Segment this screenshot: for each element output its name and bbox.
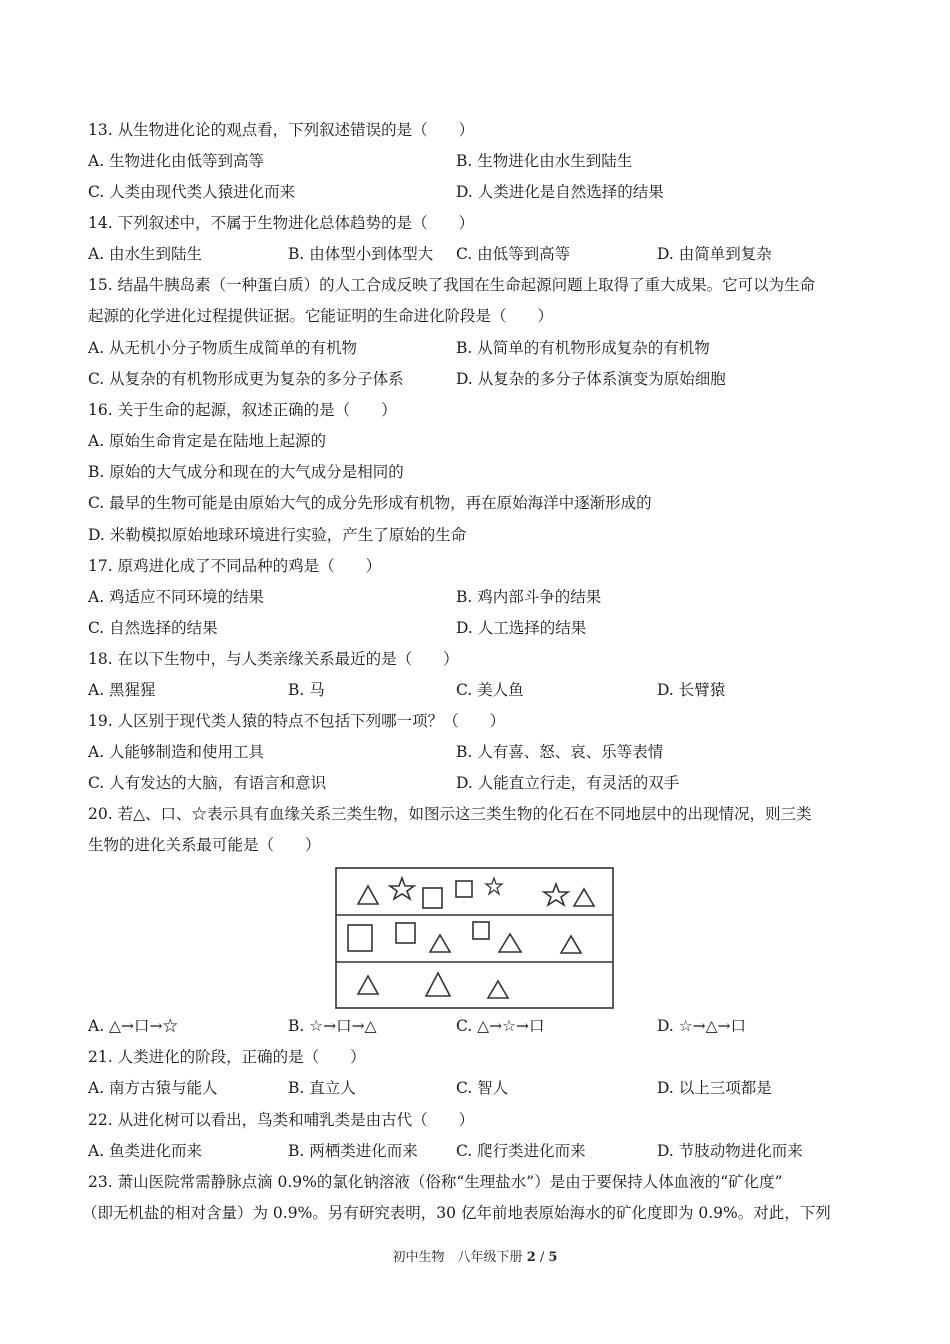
q15-option-c: C. 从复杂的有机物形成更为复杂的多分子体系 (88, 370, 404, 388)
q14-option-a: A. 由水生到陆生 (88, 245, 203, 263)
triangle-icon (561, 936, 581, 953)
question-20-stem-line-2: 生物的进化关系最可能是（ ） (88, 836, 321, 854)
q17-option-a: A. 鸡适应不同环境的结果 (88, 588, 265, 606)
q20-option-c: C. △→☆→口 (456, 1017, 545, 1035)
footer-page-total: 5 (548, 1250, 558, 1265)
triangle-icon (430, 935, 450, 952)
q18-option-a: A. 黑猩猩 (88, 681, 156, 699)
q20-option-a: A. △→口→☆ (88, 1017, 178, 1035)
q20-option-d: D. ☆→△→口 (657, 1017, 747, 1035)
q16-option-b: B. 原始的大气成分和现在的大气成分是相同的 (88, 463, 404, 481)
question-20-stem-line-1: 20. 若△、口、☆表示具有血缘关系三类生物，如图示这三类生物的化石在不同地层中的出现情况，则三类 (88, 805, 812, 823)
triangle-icon (426, 973, 450, 996)
q17-option-b: B. 鸡内部斗争的结果 (456, 588, 602, 606)
square-icon (473, 922, 489, 939)
fossil-strata-figure (334, 866, 616, 1011)
q19-option-b: B. 人有喜、怒、哀、乐等表情 (456, 743, 664, 761)
square-icon (423, 888, 442, 908)
q21-option-d: D. 以上三项都是 (657, 1079, 772, 1097)
q18-option-b: B. 马 (288, 681, 325, 699)
q20-option-b: B. ☆→口→△ (288, 1017, 377, 1035)
q16-option-a: A. 原始生命肯定是在陆地上起源的 (88, 432, 327, 450)
q13-option-c: C. 人类由现代类人猿进化而来 (88, 183, 296, 201)
q21-option-c: C. 智人 (456, 1079, 509, 1097)
question-18-stem: 18. 在以下生物中，与人类亲缘关系最近的是（ ） (88, 650, 459, 668)
star-icon (486, 878, 502, 894)
q22-option-a: A. 鱼类进化而来 (88, 1142, 203, 1160)
star-icon (390, 878, 414, 899)
triangle-icon (574, 889, 594, 906)
q17-option-d: D. 人工选择的结果 (456, 619, 587, 637)
page-footer (0, 1246, 950, 1265)
q16-option-c: C. 最早的生物可能是由原始大气的成分先形成有机物，再在原始海洋中逐渐形成的 (88, 494, 652, 512)
triangle-icon (488, 981, 508, 998)
q18-option-d: D. 长臂猿 (657, 681, 726, 699)
question-21-stem: 21. 人类进化的阶段，正确的是（ ） (88, 1048, 366, 1066)
question-23-stem-line-1: 23. 萧山医院常需静脉点滴 0.9%的氯化钠溶液（俗称“生理盐水”）是由于要保持人体血液的“矿化度” (88, 1173, 783, 1191)
star-icon (544, 884, 568, 905)
question-13-stem: 13. 从生物进化论的观点看，下列叙述错误的是（ ） (88, 121, 475, 139)
question-15-stem-line-1: 15. 结晶牛胰岛素（一种蛋白质）的人工合成反映了我国在生命起源问题上取得了重大成果。它可以为生命 (88, 276, 816, 294)
q22-option-d: D. 节肢动物进化而来 (657, 1142, 803, 1160)
q21-option-a: A. 南方古猿与能人 (88, 1079, 218, 1097)
q18-option-c: C. 美人鱼 (456, 681, 524, 699)
q19-option-a: A. 人能够制造和使用工具 (88, 743, 265, 761)
question-19-stem: 19. 人区别于现代类人猿的特点不包括下列哪一项？（ ） (88, 712, 506, 730)
q14-option-c: C. 由低等到高等 (456, 245, 571, 263)
q15-option-a: A. 从无机小分子物质生成简单的有机物 (88, 339, 358, 357)
q14-option-d: D. 由简单到复杂 (657, 245, 772, 263)
question-22-stem: 22. 从进化树可以看出，鸟类和哺乳类是由古代（ ） (88, 1111, 475, 1129)
q22-option-c: C. 爬行类进化而来 (456, 1142, 586, 1160)
q13-option-a: A. 生物进化由低等到高等 (88, 152, 265, 170)
square-icon (456, 881, 472, 897)
question-23-stem-line-2: （即无机盐的相对含量）为 0.9%。另有研究表明，30 亿年前地表原始海水的矿化度即为 0.9%。对此，下列 (82, 1204, 831, 1222)
question-17-stem: 17. 原鸡进化成了不同品种的鸡是（ ） (88, 557, 382, 575)
q19-option-d: D. 人能直立行走，有灵活的双手 (456, 774, 680, 792)
q15-option-d: D. 从复杂的多分子体系演变为原始细胞 (456, 370, 726, 388)
square-icon (396, 923, 415, 943)
question-15-stem-line-2: 起源的化学进化过程提供证据。它能证明的生命进化阶段是（ ） (88, 307, 554, 325)
q13-option-d: D. 人类进化是自然选择的结果 (456, 183, 664, 201)
q16-option-d: D. 米勒模拟原始地球环境进行实验，产生了原始的生命 (88, 526, 467, 544)
q21-option-b: B. 直立人 (288, 1079, 356, 1097)
square-icon (348, 925, 372, 951)
q15-option-b: B. 从简单的有机物形成复杂的有机物 (456, 339, 710, 357)
footer-course-label: 初中生物 八年级下册 (392, 1250, 523, 1265)
footer-page-number: 2 (526, 1250, 536, 1265)
triangle-icon (358, 976, 378, 994)
triangle-icon (358, 886, 378, 904)
q22-option-b: B. 两栖类进化而来 (288, 1142, 418, 1160)
q13-option-b: B. 生物进化由水生到陆生 (456, 152, 633, 170)
footer-page-separator: / (539, 1250, 545, 1265)
triangle-icon (499, 934, 521, 952)
q19-option-c: C. 人有发达的大脑，有语言和意识 (88, 774, 327, 792)
question-14-stem: 14. 下列叙述中，不属于生物进化总体趋势的是（ ） (88, 214, 475, 232)
q14-option-b: B. 由体型小到体型大 (288, 245, 434, 263)
question-16-stem: 16. 关于生命的起源，叙述正确的是（ ） (88, 401, 397, 419)
q17-option-c: C. 自然选择的结果 (88, 619, 218, 637)
